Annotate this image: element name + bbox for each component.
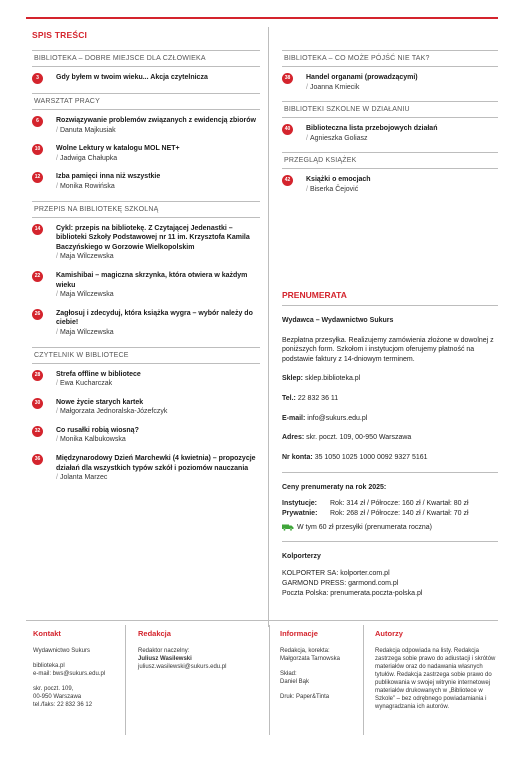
price-row-private — [282, 509, 498, 519]
author-slash: / — [56, 474, 58, 482]
proof-label: Redakcja, korekta: — [280, 648, 330, 654]
author-slash: / — [56, 328, 58, 336]
page-number-badge: 28 — [32, 370, 43, 381]
tel-line — [282, 394, 498, 404]
entry-body — [306, 124, 498, 143]
entry-body — [56, 144, 260, 163]
toc-section — [32, 93, 260, 192]
account-label: Nr konta: — [282, 453, 313, 461]
footer-heading: Kontakt — [33, 629, 61, 638]
author-slash: / — [306, 134, 308, 142]
entry-title[interactable]: Zagłosuj i zdecyduj, która książka wygra – wybór należy do ciebie! — [56, 309, 253, 327]
account-line — [282, 453, 498, 463]
subscription-divider — [282, 472, 498, 473]
entry-author — [306, 83, 498, 93]
footer-divider — [269, 625, 270, 735]
author-slash: / — [56, 154, 58, 162]
distributors-heading: Kolporterzy — [282, 552, 321, 560]
entry-title[interactable]: Międzynarodowy Dzień Marchewki (4 kwietnia) – propozycje działań dla wszystkich typów szkół i poziomów nauczania — [56, 455, 256, 472]
page-number-badge: 40 — [282, 124, 293, 135]
price-label: Instytucje: — [282, 499, 318, 507]
toc-entry[interactable] — [32, 144, 260, 163]
entry-title[interactable]: Książki o emocjach — [306, 176, 371, 184]
shipping-note: W tym 60 zł przesyłki (prenumerata roczna) — [297, 524, 432, 532]
contact-web[interactable]: biblioteka.pl — [33, 663, 65, 669]
author-name: Danuta Majkusiak — [59, 126, 116, 134]
toc-section — [282, 101, 498, 143]
tel-value: 22 832 36 11 — [297, 394, 339, 402]
toc-entry[interactable] — [32, 116, 260, 135]
author-slash: / — [56, 380, 58, 388]
author-name: Małgorzata Jednoralska-Józefczyk — [59, 408, 168, 416]
toc-right-column — [282, 50, 498, 204]
footer-divider — [363, 625, 364, 735]
entry-title[interactable]: Wolne Lektury w katalogu MOL NET+ — [56, 145, 180, 153]
price-row-institutional — [282, 499, 498, 509]
price-value: Rok: 268 zł / Półrocze: 140 zł / Kwartał: 70 zł — [330, 509, 469, 517]
editor-role: Redaktor naczelny: — [138, 648, 190, 654]
toc-entry[interactable] — [282, 73, 498, 92]
section-items — [282, 169, 498, 194]
section-items — [32, 67, 260, 84]
author-slash: / — [306, 185, 308, 193]
address-label: Adres: — [282, 434, 305, 442]
contact-name: Wydawnictwo Sukurs — [33, 648, 90, 654]
proof-name: Małgorzata Tarnowska — [280, 656, 340, 662]
entry-author — [56, 290, 260, 300]
page-number-badge: 32 — [32, 426, 43, 437]
section-heading: WARSZTAT PRACY — [32, 94, 260, 110]
entry-body — [56, 398, 260, 417]
entry-author — [56, 407, 260, 417]
contact-phone: tel./faks: 22 832 36 12 — [33, 702, 93, 708]
section-items — [32, 218, 260, 338]
section-items — [282, 67, 498, 92]
entry-title[interactable]: Cykl: przepis na bibliotekę. Z Czytającej Jedenastki – biblioteki Szkoły Podstawowej nr 11 im. Krzysztofa Kamila Baczyńskiego w Gorzowie Wielkopolskim — [56, 224, 250, 251]
toc-entry[interactable] — [32, 172, 260, 191]
page-number-badge: 12 — [32, 172, 43, 183]
entry-body — [56, 454, 260, 483]
distributor-item[interactable]: Poczta Polska: prenumerata.poczta-polska.pl — [282, 589, 423, 597]
entry-body — [306, 73, 498, 92]
shop-link[interactable]: sklep.biblioteka.pl — [304, 375, 361, 383]
author-name: Jadwiga Chałupka — [59, 154, 118, 162]
entry-author — [56, 182, 260, 192]
footer-heading: Autorzy — [375, 629, 403, 638]
authors-note: Redakcja odpowiada na listy. Redakcja zastrzega sobie prawo do adiustacji i skrótów materiałów oraz do nadawania własnych tytułów. Redakcja zastrzega sobie prawo do publikowania w swojej witrynie internetowej materiałów drukowanych w „Bibliotece w Szkole” – bez odrębnego powiadamiania i wynagradzania ich autorów. — [375, 648, 496, 710]
contact-address-2: 00-950 Warszawa — [33, 694, 82, 700]
publisher-name: Wydawca – Wydawnictwo Sukurs — [282, 317, 394, 324]
typeset-name: Daniel Bąk — [280, 679, 310, 685]
entry-body — [56, 271, 260, 300]
toc-entry[interactable] — [32, 398, 260, 417]
footer-heading: Redakcja — [138, 629, 171, 638]
price-value: Rok: 314 zł / Półrocze: 160 zł / Kwartał: 80 zł — [330, 499, 469, 507]
author-name: Monika Rowińska — [59, 182, 115, 190]
toc-section — [282, 50, 498, 92]
author-slash: / — [56, 182, 58, 190]
prices-heading: Ceny prenumeraty na rok 2025: — [282, 484, 387, 492]
distributors-list — [282, 569, 498, 598]
entry-author — [306, 185, 498, 195]
shipping-note-row — [282, 523, 498, 533]
page-number-badge: 6 — [32, 116, 43, 127]
author-name: Maja Wilczewska — [59, 328, 114, 336]
page-number-badge: 22 — [32, 271, 43, 282]
subscription-divider — [282, 541, 498, 542]
author-name: Maja Wilczewska — [59, 291, 114, 299]
typeset-label: Skład: — [280, 671, 297, 677]
entry-title[interactable]: Biblioteczna lista przebojowych działań — [306, 125, 438, 133]
author-slash: / — [56, 253, 58, 261]
toc-entry[interactable] — [32, 454, 260, 483]
entry-title[interactable]: Nowe życie starych kartek — [56, 398, 144, 406]
footer-rule — [26, 620, 498, 621]
toc-entry[interactable] — [32, 73, 260, 84]
page-number-badge: 26 — [32, 309, 43, 320]
section-heading: BIBLIOTEKA – CO MOŻE PÓJŚĆ NIE TAK? — [282, 51, 498, 67]
entry-author — [56, 379, 260, 389]
entry-body — [56, 309, 260, 338]
top-accent-bar — [26, 17, 498, 19]
author-slash: / — [56, 126, 58, 134]
author-slash: / — [56, 436, 58, 444]
footer-contact — [33, 630, 121, 709]
author-name: Monika Kalbukowska — [59, 436, 126, 444]
section-heading: PRZEPIS NA BIBLIOTEKĘ SZKOLNĄ — [32, 202, 260, 218]
shop-line — [282, 374, 498, 384]
footer-info — [280, 630, 360, 701]
author-name: Jolanta Marzec — [59, 474, 108, 482]
toc-entry[interactable] — [32, 370, 260, 389]
editor-email[interactable]: juliusz.wasilewski@sukurs.edu.pl — [138, 664, 227, 670]
entry-author — [56, 154, 260, 164]
account-value: 35 1050 1025 1000 0092 9327 5161 — [314, 453, 428, 461]
section-heading: BIBLIOTEKI SZKOLNE W DZIAŁANIU — [282, 102, 498, 118]
footer-authors — [375, 630, 499, 711]
entry-body — [56, 116, 260, 135]
toc-section — [282, 152, 498, 194]
shop-label: Sklep: — [282, 375, 304, 383]
footer-editorial — [138, 630, 266, 671]
subscription-intro: Bezpłatna przesyłka. Realizujemy zamówienia złożone w dowolnej z poniższych form. Szkołom i instytucjom oferujemy płatność na podstawie faktury z 14-dniowym terminem. — [282, 336, 494, 363]
entry-author — [56, 252, 260, 262]
section-items — [32, 110, 260, 192]
entry-body — [56, 73, 260, 83]
address-line — [282, 433, 498, 443]
column-divider — [268, 27, 269, 627]
entry-author — [56, 473, 260, 483]
entry-title[interactable]: Co rusałki robią wiosną? — [56, 426, 139, 434]
editor-name: Juliusz Wasilewski — [138, 656, 192, 662]
toc-section — [32, 201, 260, 338]
footer-heading: Informacje — [280, 629, 318, 638]
author-name: Biserka Čejović — [309, 185, 359, 193]
author-name: Agnieszka Goliasz — [309, 134, 368, 142]
page-number-badge: 14 — [32, 224, 43, 235]
price-label: Prywatnie: — [282, 509, 318, 517]
section-heading: CZYTELNIK W BIBLIOTECE — [32, 348, 260, 364]
author-slash: / — [306, 83, 308, 91]
entry-title[interactable]: Gdy byłem w twoim wieku... Akcja czytelnicza — [56, 74, 208, 81]
contact-address-1: skr. poczt. 109, — [33, 686, 74, 692]
truck-icon — [282, 524, 294, 531]
toc-entry[interactable] — [32, 224, 260, 262]
footer-divider — [125, 625, 126, 735]
entry-author — [56, 126, 260, 136]
entry-author — [56, 328, 260, 338]
entry-author — [306, 134, 498, 144]
distributor-item[interactable]: KOLPORTER SA: kolporter.com.pl — [282, 570, 390, 578]
section-items — [282, 118, 498, 143]
email-link[interactable]: info@sukurs.edu.pl — [307, 414, 368, 422]
entry-author — [56, 435, 260, 445]
section-heading: BIBLIOTEKA – DOBRE MIEJSCE DLA CZŁOWIEKA — [32, 51, 260, 67]
toc-entry[interactable] — [32, 271, 260, 300]
entry-body — [56, 426, 260, 445]
toc-section — [32, 347, 260, 483]
subscription-block — [282, 316, 498, 598]
section-heading: PRZEGLĄD KSIĄŻEK — [282, 153, 498, 169]
tel-label: Tel.: — [282, 394, 296, 402]
entry-body — [56, 224, 260, 262]
page-number-badge: 10 — [32, 144, 43, 155]
toc-title: SPIS TREŚCI — [32, 30, 88, 40]
page-number-badge: 3 — [32, 73, 43, 84]
entry-title[interactable]: Handel organami (prowadzącymi) — [306, 74, 418, 81]
author-slash: / — [56, 291, 58, 299]
toc-entry[interactable] — [32, 309, 260, 338]
contact-email[interactable]: e-mail: bws@sukurs.edu.pl — [33, 671, 106, 677]
toc-section — [32, 50, 260, 84]
email-line — [282, 414, 498, 424]
entry-title[interactable]: Strefa offline w bibliotece — [56, 370, 141, 378]
author-slash: / — [56, 408, 58, 416]
entry-title[interactable]: Kamishibai – magiczna skrzynka, która otwiera w każdym wieku — [56, 271, 248, 289]
page-number-badge: 42 — [282, 175, 293, 186]
author-name: Joanna Kmiecik — [309, 83, 360, 91]
subscription-heading: PRENUMERATA — [282, 290, 347, 300]
subscription-rule — [282, 305, 498, 306]
page-number-badge: 36 — [32, 454, 43, 465]
entry-body — [306, 175, 498, 194]
page-number-badge: 30 — [32, 398, 43, 409]
toc-entry[interactable] — [282, 175, 498, 194]
toc-left-column — [32, 50, 260, 492]
email-label: E-mail: — [282, 414, 306, 422]
entry-body — [56, 172, 260, 191]
toc-entry[interactable] — [32, 426, 260, 445]
entry-title[interactable]: Rozwiązywanie problemów związanych z ewidencją zbiorów — [56, 117, 256, 124]
section-items — [32, 364, 260, 483]
distributor-item[interactable]: GARMOND PRESS: garmond.com.pl — [282, 579, 399, 587]
page-number-badge: 38 — [282, 73, 293, 84]
print-info: Druk: Paper&Tinta — [280, 694, 330, 700]
entry-body — [56, 370, 260, 389]
author-name: Maja Wilczewska — [59, 253, 114, 261]
address-value: skr. poczt. 109, 00-950 Warszawa — [306, 434, 412, 442]
author-name: Ewa Kucharczak — [59, 380, 113, 388]
entry-title[interactable]: Izba pamięci inna niż wszystkie — [56, 173, 161, 181]
toc-entry[interactable] — [282, 124, 498, 143]
